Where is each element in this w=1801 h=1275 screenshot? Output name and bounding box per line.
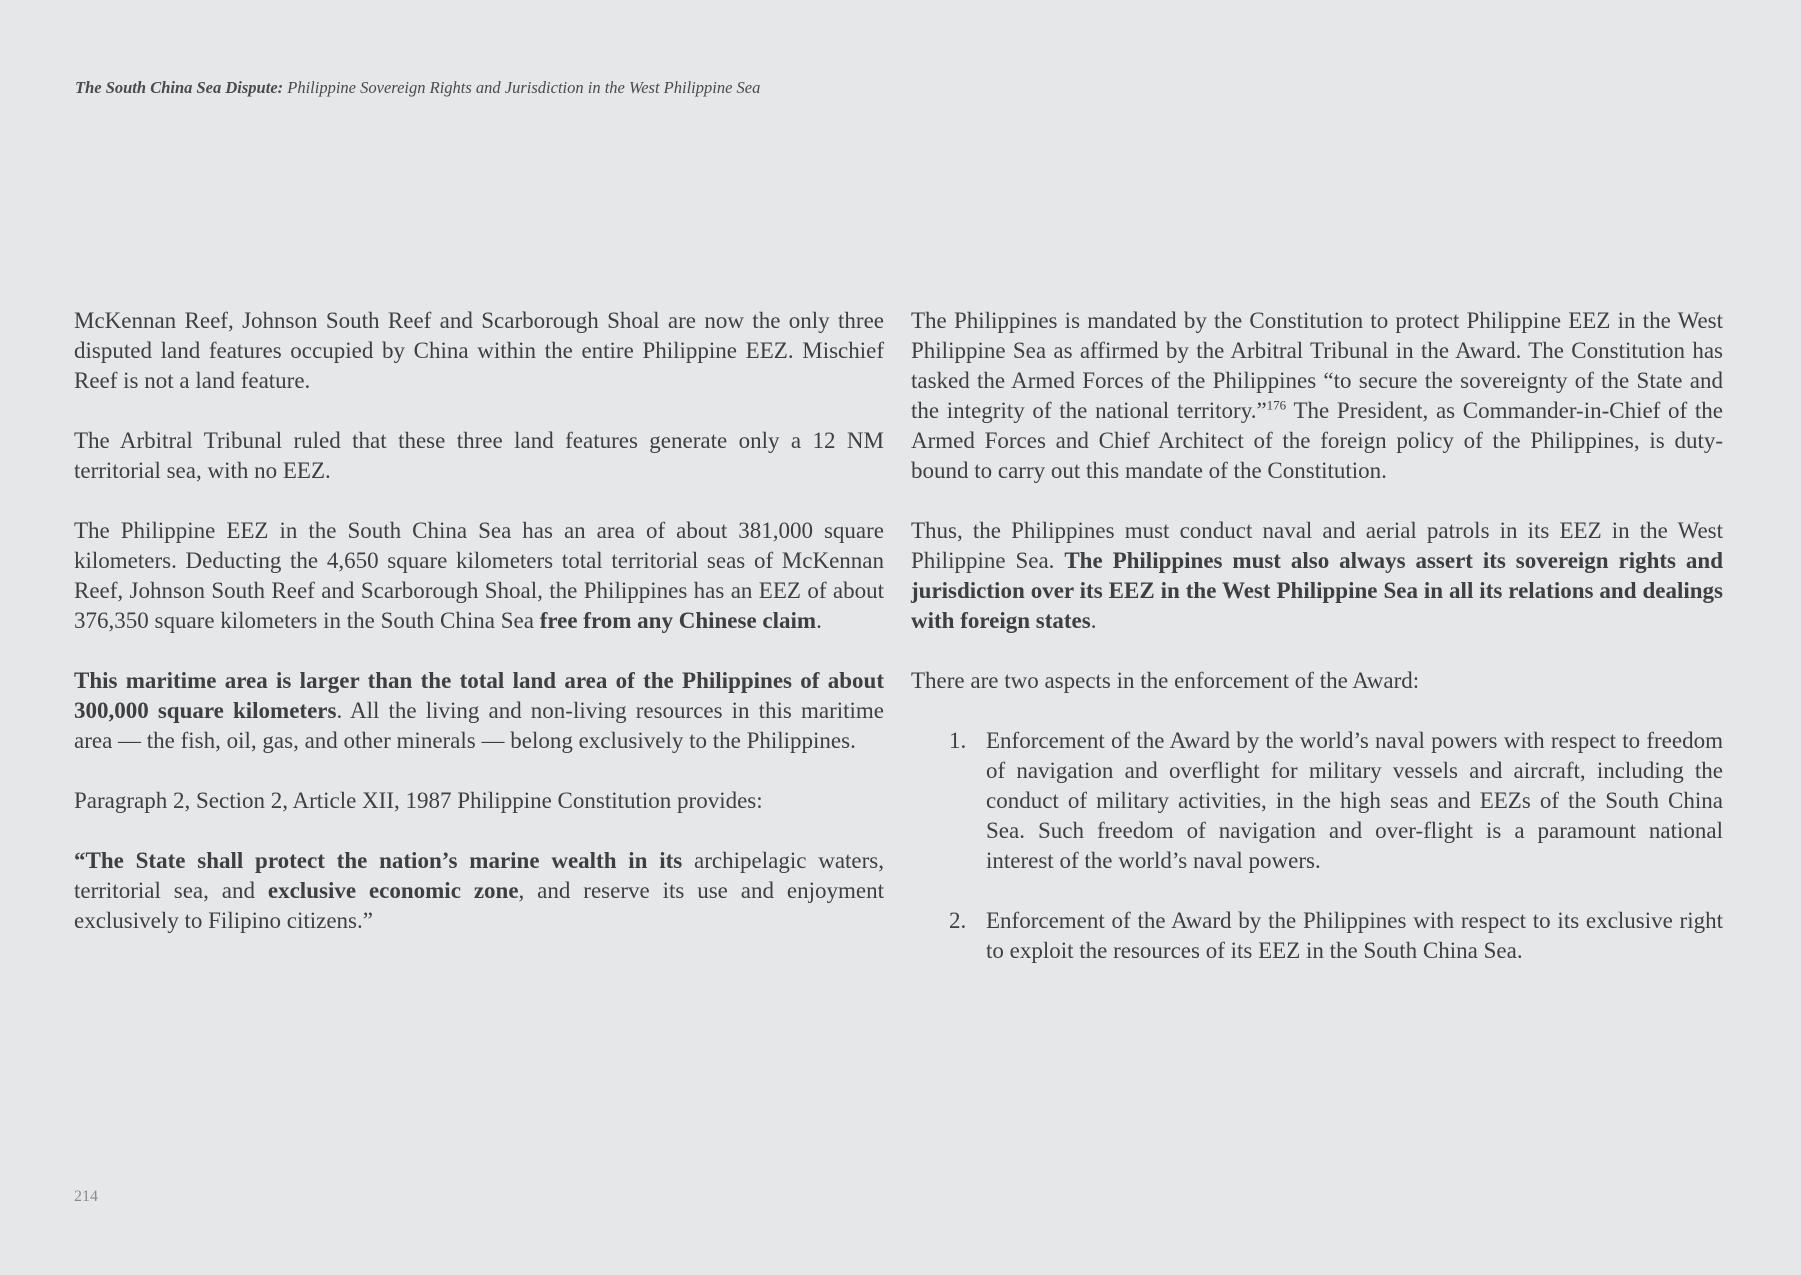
mandate-text-2: The President, as Commander-in-Chief of the Armed Forces and Chief Architect of the foreign policy of the Philippines, is duty-bound to carry out this mandate of the Constitution. bbox=[911, 398, 1723, 483]
paragraph-patrols bbox=[911, 516, 1723, 636]
list-item-number: 2. bbox=[949, 908, 967, 933]
eez-area-end: . bbox=[816, 608, 822, 633]
left-column bbox=[74, 306, 884, 966]
eez-area-text: The Philippine EEZ in the South China Sea has an area of about 381,000 square kilometers. Deducting the 4,650 square kilometers total territorial seas of McKennan Reef, Johnson South Reef and Scarborough Shoal, the Philippines has an EEZ of about 376,350 square kilometers in the South China Sea bbox=[74, 518, 884, 633]
list-item bbox=[911, 726, 1723, 876]
paragraph-eez-area bbox=[74, 516, 884, 636]
page-number: 214 bbox=[74, 1188, 98, 1205]
paragraph-two-aspects: There are two aspects in the enforcement of the Award: bbox=[911, 668, 1420, 693]
maritime-area-bold: This maritime area is larger than the total land area of the Philippines of about 300,000 square kilometers bbox=[74, 668, 884, 723]
paragraph-constitution-quote bbox=[74, 846, 884, 936]
list-item-text: Enforcement of the Award by the Philippines with respect to its exclusive right to exploit the resources of its EEZ in the South China Sea. bbox=[986, 908, 1723, 963]
paragraph-tribunal-ruling: The Arbitral Tribunal ruled that these three land features generate only a 12 NM territorial sea, with no EEZ. bbox=[74, 428, 884, 483]
maritime-area-text: . All the living and non-living resources in this maritime area — the fish, oil, gas, and other minerals — belong exclusively to the Philippines. bbox=[74, 698, 884, 753]
quote-text-1: archipelagic waters, territorial sea, and bbox=[74, 848, 884, 903]
list-item bbox=[911, 906, 1723, 966]
header-title-italic: Philippine Sovereign Rights and Jurisdiction in the West Philippine Sea bbox=[287, 78, 761, 97]
header-title-bold: The South China Sea Dispute: bbox=[75, 78, 284, 97]
patrols-bold: The Philippines must also always assert its sovereign rights and jurisdiction over its EEZ in the West Philippine Sea in all its relations and dealings with foreign states bbox=[911, 548, 1723, 633]
paragraph-constitutional-mandate bbox=[911, 306, 1723, 486]
patrols-end: . bbox=[1090, 608, 1097, 633]
paragraph-maritime-area bbox=[74, 666, 884, 756]
paragraph-disputed-features: McKennan Reef, Johnson South Reef and Scarborough Shoal are now the only three disputed land features occupied by China within the entire Philippine EEZ. Mischief Reef is not a land feature. bbox=[74, 308, 884, 393]
right-column bbox=[911, 306, 1723, 996]
paragraph-constitution-reference: Paragraph 2, Section 2, Article XII, 1987 Philippine Constitution provides: bbox=[74, 788, 763, 813]
quote-bold-1: “The State shall protect the nation’s marine wealth in its bbox=[74, 848, 683, 873]
enforcement-aspects-list bbox=[911, 726, 1723, 966]
mandate-text: The Philippines is mandated by the Constitution to protect Philippine EEZ in the West Philippine Sea as affirmed by the Arbitral Tribunal in the Award. The Constitution has tasked the Armed Forces of the Philippines “to secure the sovereignty of the State and the integrity of the national territory.” bbox=[911, 308, 1723, 423]
eez-area-bold: free from any Chinese claim bbox=[539, 608, 817, 633]
quote-bold-2: exclusive economic zone bbox=[267, 878, 519, 903]
list-item-text: Enforcement of the Award by the world’s naval powers with respect to freedom of navigation and overflight for military vessels and aircraft, including the conduct of military activities, in the high seas and EEZs of the South China Sea. Such freedom of navigation and over-flight is a paramount national interest of the world’s naval powers. bbox=[986, 728, 1723, 873]
patrols-text: Thus, the Philippines must conduct naval and aerial patrols in its EEZ in the West Philippine Sea. bbox=[911, 518, 1723, 573]
quote-text-2: , and reserve its use and enjoyment exclusively to Filipino citizens.” bbox=[74, 878, 884, 933]
footnote-reference: 176 bbox=[1266, 397, 1287, 413]
list-item-number: 1. bbox=[949, 728, 967, 753]
running-header bbox=[75, 78, 760, 98]
